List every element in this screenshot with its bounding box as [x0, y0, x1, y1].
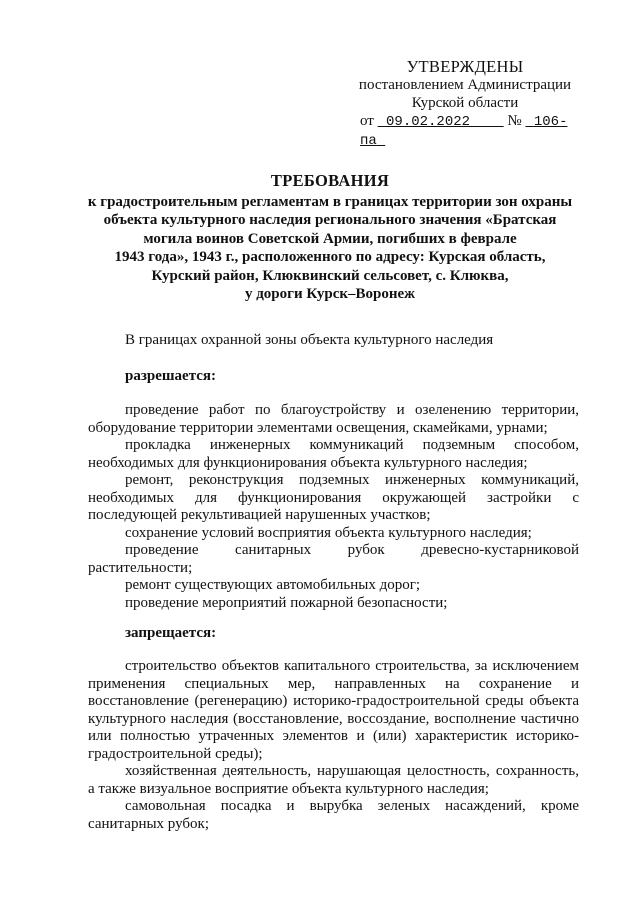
approval-line-2: Курской области [411, 95, 519, 111]
forbidden-heading-block [88, 625, 579, 643]
forbidden-item: строительство объектов капитального строительства, за исключением применения специальных мер, направленных на сохранение и восстановление (регенерацию) историко-градостроительной среды объекта культурного наследия (восстановление, воссоздание, восполнение частично или полностью утраченных элементов и (или) характеристик историко-градостроительной среды); [88, 658, 579, 762]
title-line-3: могила воинов Советской Армии, погибших в феврале [143, 230, 517, 247]
title-line-1: к градостроительным регламентам в границах территории зон охраны [87, 193, 573, 210]
date-prefix: от [360, 113, 374, 129]
number-prefix: № [507, 113, 522, 129]
title-line-4: 1943 года», 1943 г., расположенного по адресу: Курская область, [114, 249, 546, 265]
title-line-2: объекта культурного наследия регионального значения «Братская [103, 212, 557, 228]
intro-text: В границах охранной зоны объекта культурного наследия [125, 332, 494, 348]
allowed-item: сохранение условий восприятия объекта культурного наследия; [125, 524, 532, 541]
allowed-item: ремонт существующих автомобильных дорог; [125, 577, 421, 593]
allowed-item: проведение мероприятий пожарной безопасности; [125, 594, 448, 611]
intro-paragraph [88, 332, 579, 350]
title-line-6: у дороги Курск–Воронеж [244, 286, 416, 302]
allowed-item: прокладка инженерных коммуникаций подземным способом, необходимых для функционирования объекта культурного наследия; [88, 437, 579, 471]
approval-date-line [350, 112, 580, 150]
forbidden-heading: запрещается: [125, 625, 217, 641]
approval-line-1: постановлением Администрации [358, 77, 572, 93]
allowed-item: ремонт, реконструкция подземных инженерных коммуникаций, необходимых для функционирования окружающей застройки с последующей рекультивацией нарушенных участков; [88, 472, 579, 523]
allowed-item: проведение санитарных рубок древесно-кустарниковой растительности; [88, 542, 579, 576]
approval-stamp [350, 58, 580, 150]
forbidden-item: самовольная посадка и вырубка зеленых насаждений, кроме санитарных рубок; [88, 798, 579, 832]
allowed-item: проведение работ по благоустройству и озеленению территории, оборудование территории элементами освещения, скамейками, урнами; [88, 402, 579, 436]
allowed-heading: разрешается: [125, 368, 217, 384]
document-title: ТРЕБОВАНИЯ [270, 171, 390, 190]
approval-number: 106-па [360, 114, 568, 149]
forbidden-list [88, 658, 579, 833]
forbidden-item: хозяйственная деятельность, нарушающая целостность, сохранность, а также визуальное восприятие объекта культурного наследия; [88, 763, 579, 797]
allowed-list [88, 402, 579, 612]
title-line-5: Курский район, Клюквинский сельсовет, с. Клюква, [151, 267, 509, 284]
approval-heading: УТВЕРЖДЕНЫ [406, 57, 524, 76]
document-title-block [60, 172, 600, 304]
allowed-heading-block [88, 368, 579, 386]
approval-date: 09.02.2022 [386, 114, 471, 130]
